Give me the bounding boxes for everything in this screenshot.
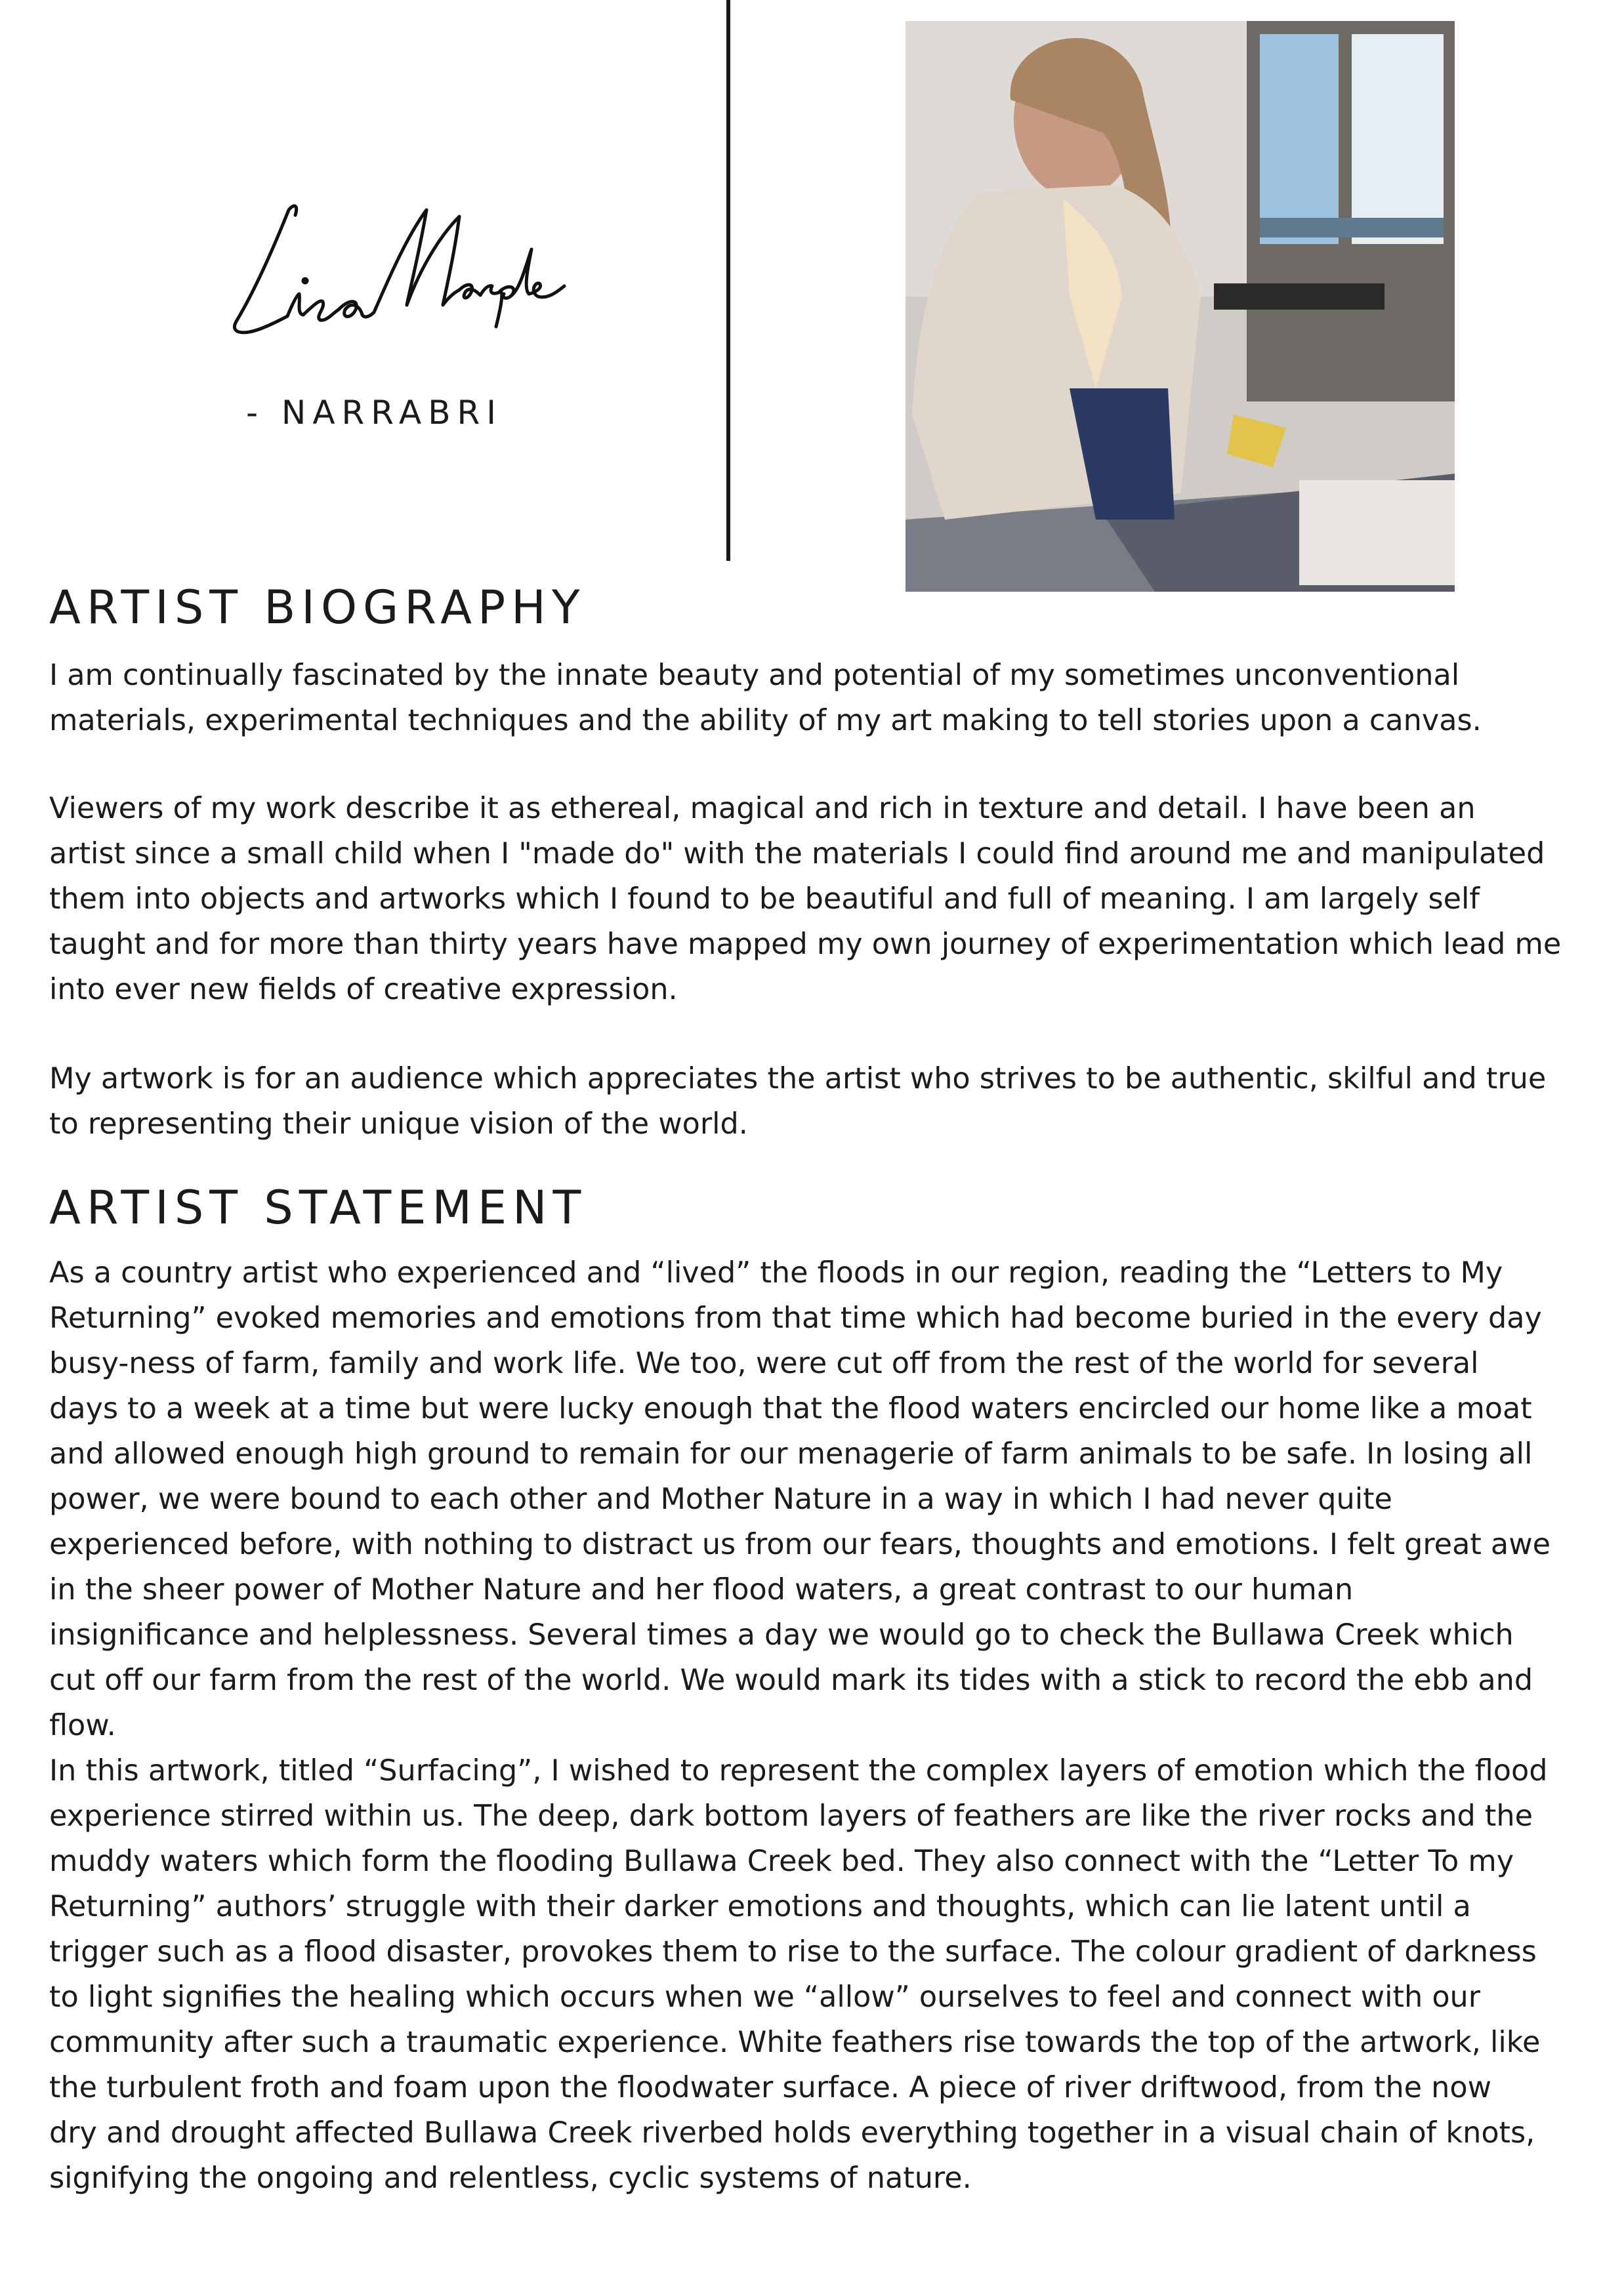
text-line: taught and for more than thirty years have mapped my own journey of experimentation which lead me xyxy=(49,928,1562,961)
text-line: signifying the ongoing and relentless, cyclic systems of nature. xyxy=(49,2162,972,2195)
text-line: trigger such as a flood disaster, provokes them to rise to the surface. The colour gradient of darkness xyxy=(49,1935,1537,1969)
signature-svg xyxy=(210,164,630,361)
text-line: into ever new fields of creative expression. xyxy=(49,973,678,1006)
text-line: My artwork is for an audience which appreciates the artist who strives to be authentic, skilful and true xyxy=(49,1062,1547,1096)
statement-heading: ARTIST STATEMENT xyxy=(49,1181,587,1235)
text-line: dry and drought affected Bullawa Creek riverbed holds everything together in a visual chain of knots, xyxy=(49,2116,1535,2150)
text-line: experience stirred within us. The deep, dark bottom layers of feathers are like the river rocks and the xyxy=(49,1799,1533,1833)
text-line: flow. xyxy=(49,1709,116,1742)
biography-paragraph-3 xyxy=(49,1056,1598,1147)
text-line: insignificance and helplessness. Several times a day we would go to check the Bullawa Creek which xyxy=(49,1618,1514,1652)
text-line: artist since a small child when I "made do" with the materials I could find around me and manipulated xyxy=(49,837,1545,871)
text-line: Returning” evoked memories and emotions from that time which had become buried in the every day xyxy=(49,1302,1542,1335)
biography-paragraph-2 xyxy=(49,786,1598,1012)
text-line: community after such a traumatic experience. White feathers rise towards the top of the artwork, like xyxy=(49,2026,1541,2059)
text-line: them into objects and artworks which I found to be beautiful and full of meaning. I am largely self xyxy=(49,882,1480,916)
signature-logo xyxy=(210,164,630,361)
vertical-divider xyxy=(726,0,730,561)
artist-location: - NARRABRI xyxy=(246,394,503,432)
text-line: days to a week at a time but were lucky enough that the flood waters encircled our home like a moat xyxy=(49,1392,1532,1425)
text-line: experienced before, with nothing to distract us from our fears, thoughts and emotions. I felt great awe xyxy=(49,1528,1551,1561)
artist-portrait-icon xyxy=(906,21,1455,592)
statement-body xyxy=(49,1250,1598,2201)
text-line: busy-ness of farm, family and work life. We too, were cut off from the rest of the world for several xyxy=(49,1347,1479,1380)
text-line: to light signifies the healing which occurs when we “allow” ourselves to feel and connect with our xyxy=(49,1980,1481,2014)
text-line: As a country artist who experienced and “lived” the floods in our region, reading the “Letters to My xyxy=(49,1256,1503,1290)
text-line: cut off our farm from the rest of the world. We would mark its tides with a stick to record the ebb and xyxy=(49,1664,1533,1697)
text-line: I am continually fascinated by the innate beauty and potential of my sometimes unconventional xyxy=(49,659,1460,692)
text-line: Returning” authors’ struggle with their darker emotions and thoughts, which can lie latent until a xyxy=(49,1890,1471,1923)
text-line: Viewers of my work describe it as ethereal, magical and rich in texture and detail. I have been an xyxy=(49,792,1476,825)
text-line: power, we were bound to each other and Mother Nature in a way in which I had never quite xyxy=(49,1483,1392,1516)
text-line: in the sheer power of Mother Nature and her flood waters, a great contrast to our human xyxy=(49,1573,1354,1607)
text-line: muddy waters which form the flooding Bullawa Creek bed. They also connect with the “Letter To my xyxy=(49,1845,1514,1878)
text-line: to representing their unique vision of the world. xyxy=(49,1107,748,1141)
biography-heading: ARTIST BIOGRAPHY xyxy=(49,581,586,634)
text-line: the turbulent froth and foam upon the floodwater surface. A piece of river driftwood, from the now xyxy=(49,2071,1491,2104)
artist-photo xyxy=(906,21,1455,592)
text-line: and allowed enough high ground to remain for our menagerie of farm animals to be safe. In losing all xyxy=(49,1437,1533,1471)
text-line: materials, experimental techniques and the ability of my art making to tell stories upon a canvas. xyxy=(49,704,1482,737)
biography-paragraph-1 xyxy=(49,653,1598,743)
text-line: In this artwork, titled “Surfacing”, I wished to represent the complex layers of emotion which the flood xyxy=(49,1754,1548,1788)
